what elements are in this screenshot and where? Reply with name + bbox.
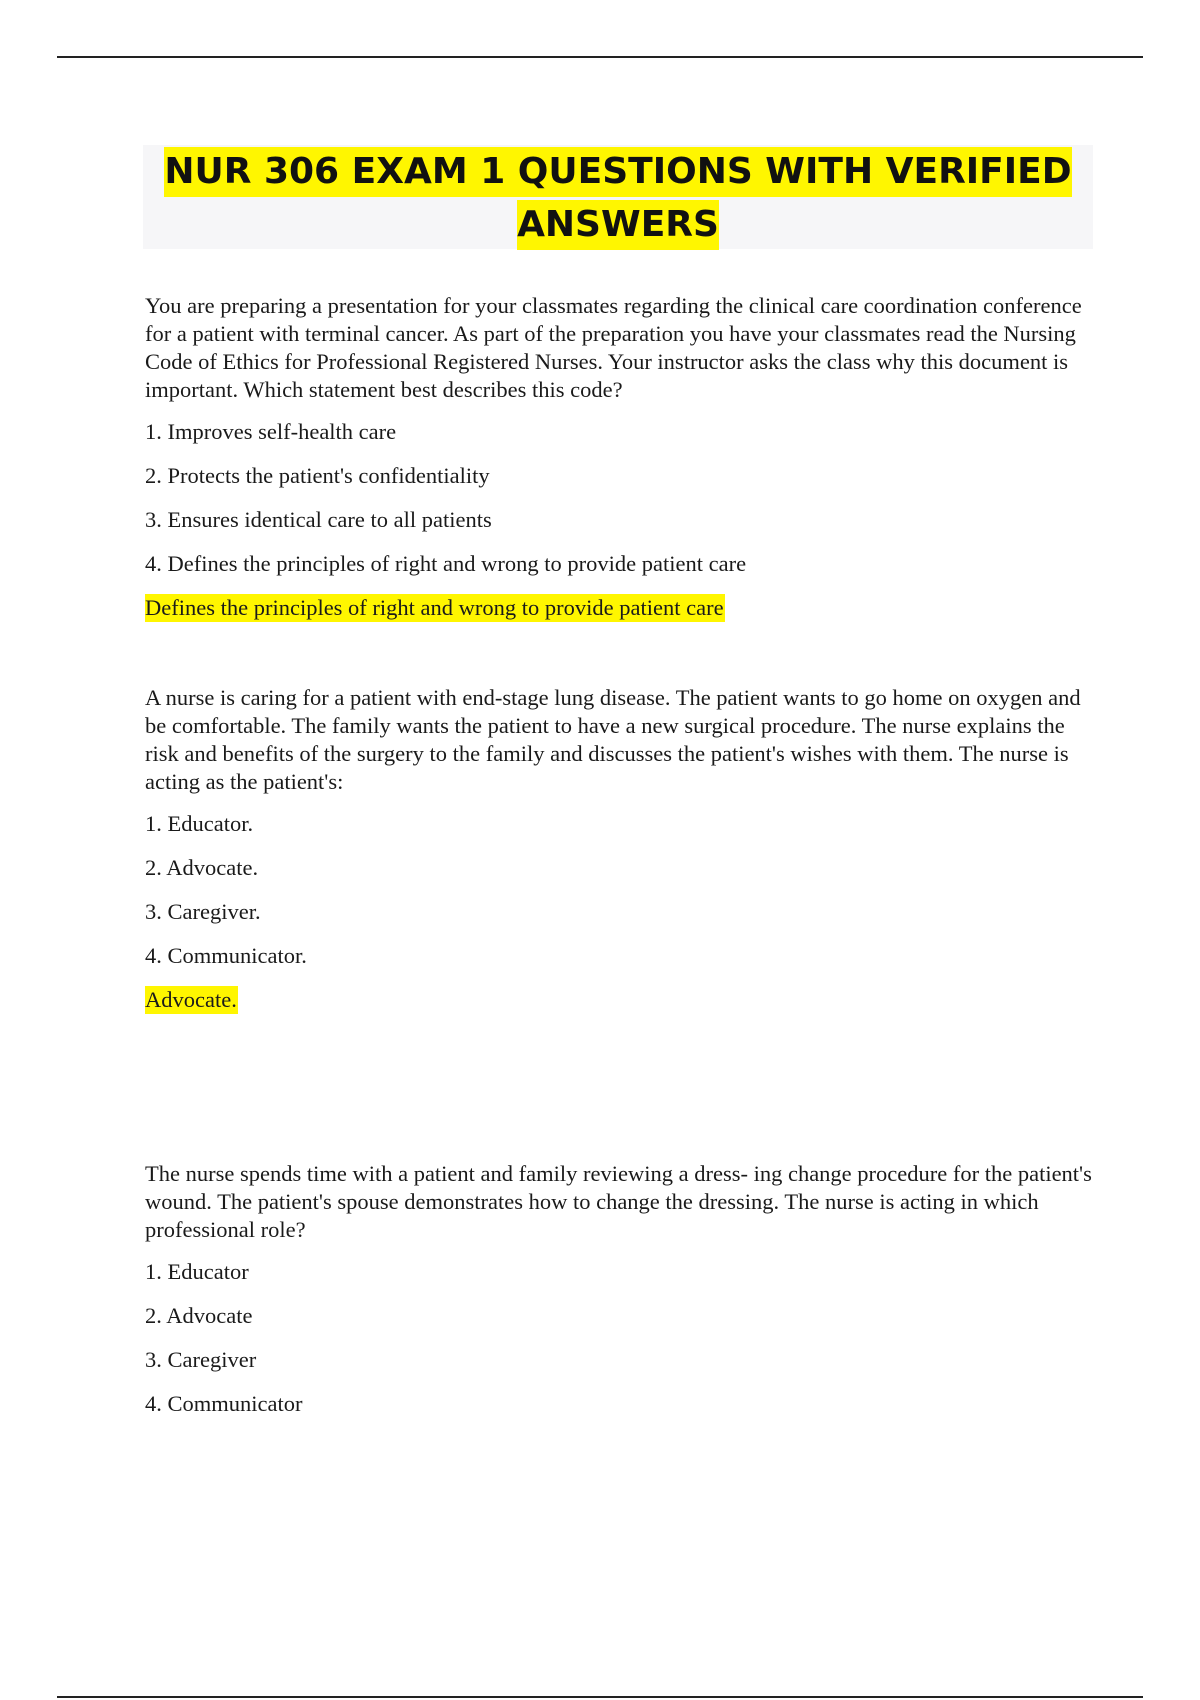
answer-options <box>145 1258 1095 1418</box>
verified-answer: Defines the principles of right and wrong to provide patient care <box>145 595 724 620</box>
option-2: 2. Protects the patient's confidentiality <box>145 463 490 488</box>
question-stem: You are preparing a presentation for your classmates regarding the clinical care coordination conference for a patient with terminal cancer. As part of the preparation you have your classmates read the Nursing Code of Ethics for Professional Registered Nurses. Your instructor asks the class why this document is important. Which statement best describes this code? <box>145 293 1082 402</box>
option-4: 4. Communicator <box>145 1391 303 1416</box>
answer-options <box>145 418 1095 578</box>
option-1: 1. Educator <box>145 1259 249 1284</box>
document-body <box>145 292 1095 1434</box>
option-3: 3. Caregiver. <box>145 899 261 924</box>
question-2 <box>145 684 1095 1160</box>
option-3: 3. Caregiver <box>145 1347 257 1372</box>
question-stem: The nurse spends time with a patient and family reviewing a dress- ing change procedure for the patient's wound. The patient's spouse demonstrates how to change the dressing. The nurse is acting in which professional role? <box>145 1161 1092 1242</box>
verified-answer: Advocate. <box>145 987 237 1012</box>
question-stem: A nurse is caring for a patient with end-stage lung disease. The patient wants to go home on oxygen and be comfortable. The family wants the patient to have a new surgical procedure. The nurse explains the risk and benefits of the surgery to the family and discusses the patient's wishes with them. The nurse is acting as the patient's: <box>145 685 1081 794</box>
option-2: 2. Advocate. <box>145 855 259 880</box>
question-3 <box>145 1160 1095 1418</box>
document-title: NUR 306 EXAM 1 QUESTIONS WITH VERIFIED ANSWERS <box>143 145 1093 251</box>
option-3: 3. Ensures identical care to all patients <box>145 507 492 532</box>
answer-options <box>145 810 1095 970</box>
title-banner <box>143 145 1093 249</box>
option-2: 2. Advocate <box>145 1303 253 1328</box>
option-1: 1. Educator. <box>145 811 254 836</box>
header-rule <box>57 56 1143 58</box>
option-1: 1. Improves self-health care <box>145 419 397 444</box>
question-1 <box>145 292 1095 684</box>
option-4: 4. Communicator. <box>145 943 307 968</box>
footer-rule <box>57 1696 1143 1698</box>
option-4: 4. Defines the principles of right and wrong to provide patient care <box>145 551 747 576</box>
